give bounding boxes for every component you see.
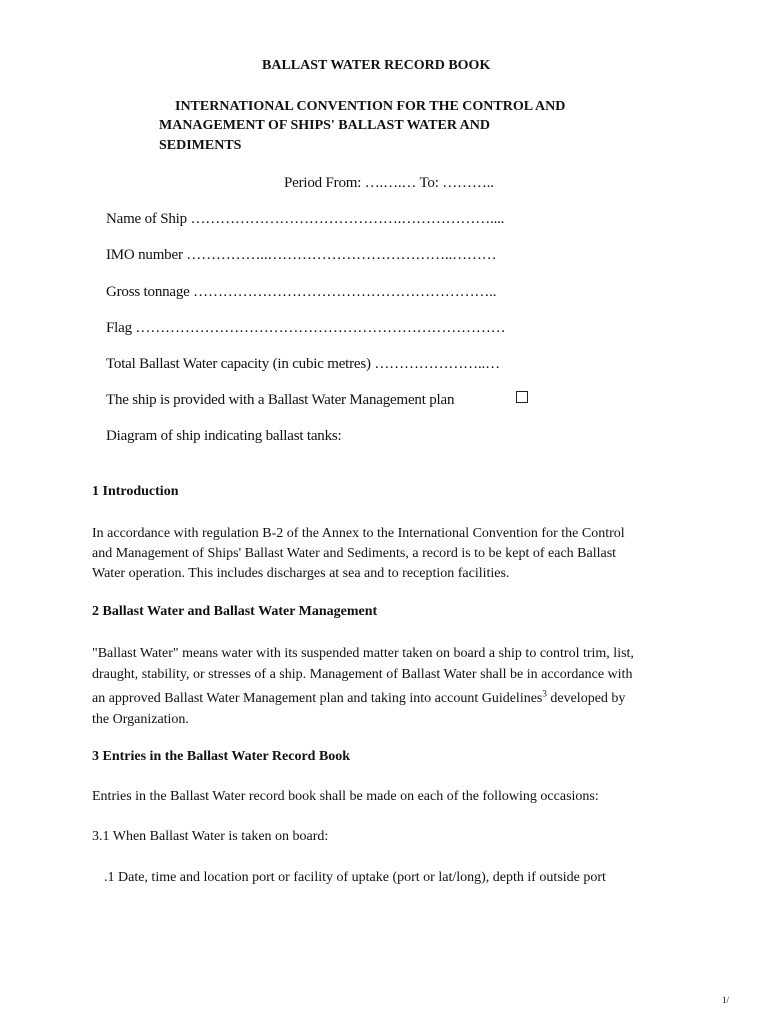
flag-field: Flag …………………………………………………………………	[106, 320, 506, 336]
section-3-1-item-1: .1 Date, time and location port or facility of uptake (port or lat/long), depth if outside port	[104, 870, 606, 885]
section-2-line: draught, stability, or stresses of a ship. Management of Ballast Water shall be in accordance with	[92, 667, 633, 682]
convention-title-line-1: INTERNATIONAL CONVENTION FOR THE CONTROL AND	[175, 99, 566, 114]
bwm-plan-label: The ship is provided with a Ballast Water Management plan	[106, 392, 455, 408]
section-1-line: Water operation. This includes discharges at sea and to reception facilities.	[92, 566, 510, 581]
bwm-plan-checkbox[interactable]	[516, 391, 528, 403]
diagram-label: Diagram of ship indicating ballast tanks:	[106, 428, 342, 444]
section-2-heading: 2 Ballast Water and Ballast Water Management	[92, 604, 378, 619]
document-title: BALLAST WATER RECORD BOOK	[262, 58, 491, 73]
section-2-line-text: developed by	[546, 691, 626, 706]
ship-name-field: Name of Ship …………………………………….………………....	[106, 211, 505, 227]
ballast-capacity-field: Total Ballast Water capacity (in cubic metres) …………………..…	[106, 356, 500, 372]
section-2-line-text: an approved Ballast Water Management plan and taking into account Guidelines	[92, 691, 543, 706]
section-1-paragraph	[92, 524, 692, 584]
page-number: 1/	[722, 995, 730, 1005]
imo-number-field: IMO number ……………..………………………………..………	[106, 247, 497, 263]
section-3-1-heading: 3.1 When Ballast Water is taken on board:	[92, 829, 329, 844]
section-3-heading: 3 Entries in the Ballast Water Record Book	[92, 749, 351, 764]
footnote-reference[interactable]: 3	[542, 688, 547, 699]
section-3-intro: Entries in the Ballast Water record book shall be made on each of the following occasions:	[92, 789, 599, 804]
gross-tonnage-field: Gross tonnage ……………………………………………………..	[106, 284, 497, 300]
section-2-paragraph	[92, 643, 692, 730]
section-2-line: "Ballast Water" means water with its suspended matter taken on board a ship to control trim, list,	[92, 646, 634, 661]
period-field: Period From: ….….… To: ………..	[284, 175, 494, 191]
section-1-line: and Management of Ships' Ballast Water and Sediments, a record is to be kept of each Ballast	[92, 546, 617, 561]
convention-title-line-2: MANAGEMENT OF SHIPS' BALLAST WATER AND	[159, 118, 491, 133]
section-1-heading: 1 Introduction	[92, 484, 179, 499]
section-1-line: In accordance with regulation B-2 of the Annex to the International Convention for the Control	[92, 526, 625, 541]
section-2-line: the Organization.	[92, 712, 189, 727]
convention-title-line-3: SEDIMENTS	[159, 138, 242, 153]
section-2-line	[92, 688, 692, 709]
